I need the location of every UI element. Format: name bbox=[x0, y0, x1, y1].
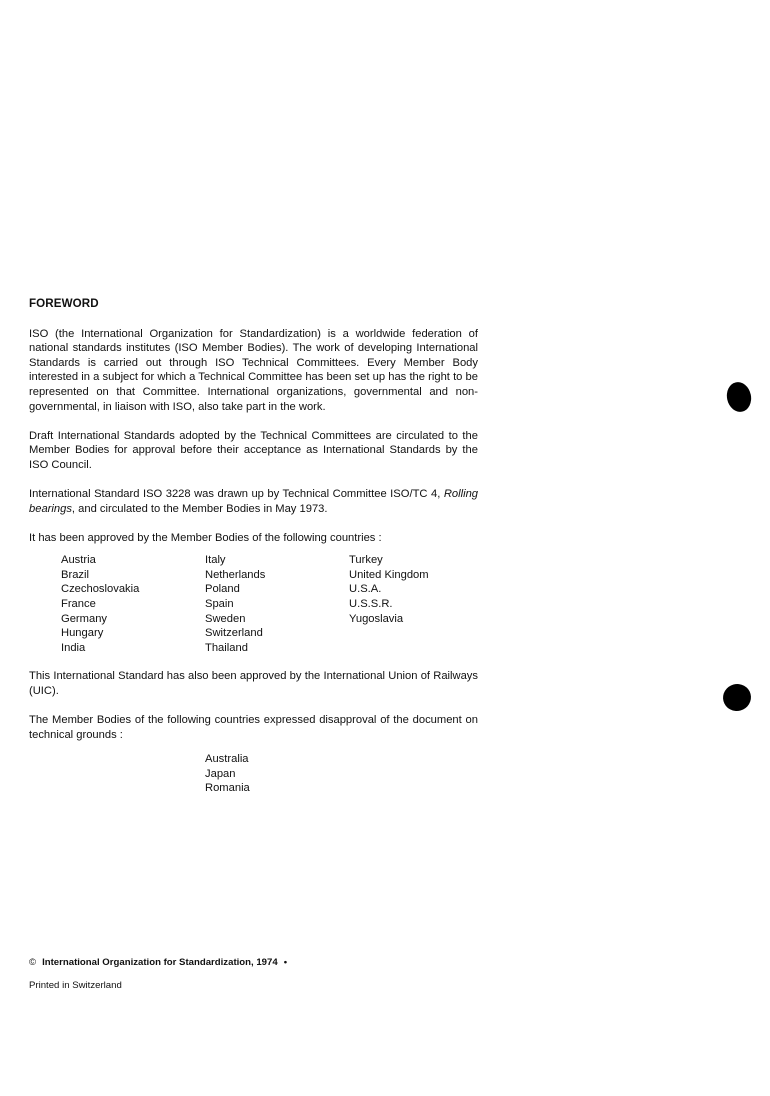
country-name: France bbox=[61, 598, 96, 610]
country-name: Brazil bbox=[61, 568, 89, 581]
country-name: Yugoslavia bbox=[349, 612, 404, 625]
country-name: Austria bbox=[61, 554, 96, 567]
para3-italic: Rolling bearings bbox=[29, 487, 479, 515]
country-name: Poland bbox=[205, 583, 240, 596]
country-name: Netherlands bbox=[205, 568, 266, 581]
country-name: Czechoslovakia bbox=[61, 583, 140, 596]
country-name: U.S.A. bbox=[349, 583, 382, 596]
country-name: U.S.S.R. bbox=[349, 598, 393, 610]
country-name: Spain bbox=[205, 598, 234, 610]
country-name: Turkey bbox=[349, 554, 383, 567]
country-name: Thailand bbox=[205, 641, 248, 654]
country-name: Sweden bbox=[205, 612, 246, 625]
approving-countries-list bbox=[29, 553, 478, 657]
foreword-section bbox=[29, 297, 478, 796]
country-name: Switzerland bbox=[205, 627, 263, 640]
country-name: Japan bbox=[205, 767, 236, 780]
country-name: India bbox=[61, 641, 86, 654]
para3-start: International Standard ISO 3228 was drawn up by Technical Committee ISO/TC 4, bbox=[29, 487, 441, 500]
country-name: Germany bbox=[61, 612, 108, 625]
paragraph-draft-standards: Draft International Standards adopted by the Technical Committees are circulated to the Member Bodies for approval before their acceptance as International Standards by the ISO Council. bbox=[29, 429, 478, 471]
copyright-text: International Organization for Standardization, 1974 bbox=[42, 957, 278, 968]
punch-hole-icon bbox=[724, 380, 754, 414]
country-column-3 bbox=[349, 553, 429, 626]
copyright-line bbox=[29, 957, 287, 968]
country-column-1 bbox=[61, 553, 139, 655]
paragraph-iso-intro: ISO (the International Organization for Standardization) is a worldwide federation of national standards institutes (ISO Member Bodies). The work of developing International Standards is carried out through ISO Technical Committees. Every Member Body interested in a subject for which a Technical Committee has been set up has the right to be represented on that Committee. International organizations, governmental and non-governmental, in liaison with ISO, also take part in the work. bbox=[29, 327, 478, 413]
disapproving-countries-list bbox=[205, 752, 478, 796]
paragraph-iso-3228 bbox=[29, 487, 478, 516]
country-name: Australia bbox=[205, 753, 249, 766]
punch-hole-icon bbox=[720, 681, 754, 714]
country-name: Italy bbox=[205, 554, 226, 567]
country-name: Romania bbox=[205, 782, 250, 795]
copyright-symbol: © bbox=[29, 957, 37, 968]
country-column-2 bbox=[205, 553, 265, 655]
paragraph-approved-by: It has been approved by the Member Bodies of the following countries : bbox=[29, 531, 382, 544]
paragraph-uic-approval: This International Standard has also been approved by the International Union of Railways (UIC). bbox=[29, 670, 478, 697]
bullet-icon: • bbox=[283, 957, 288, 968]
foreword-heading: FOREWORD bbox=[29, 297, 99, 310]
country-name: Hungary bbox=[61, 627, 104, 640]
printed-in-line: Printed in Switzerland bbox=[29, 980, 122, 991]
paragraph-disapproval: The Member Bodies of the following countries expressed disapproval of the document on technical grounds : bbox=[29, 713, 478, 741]
para3-end: , and circulated to the Member Bodies in May 1973. bbox=[71, 502, 328, 515]
country-name: United Kingdom bbox=[349, 568, 429, 581]
